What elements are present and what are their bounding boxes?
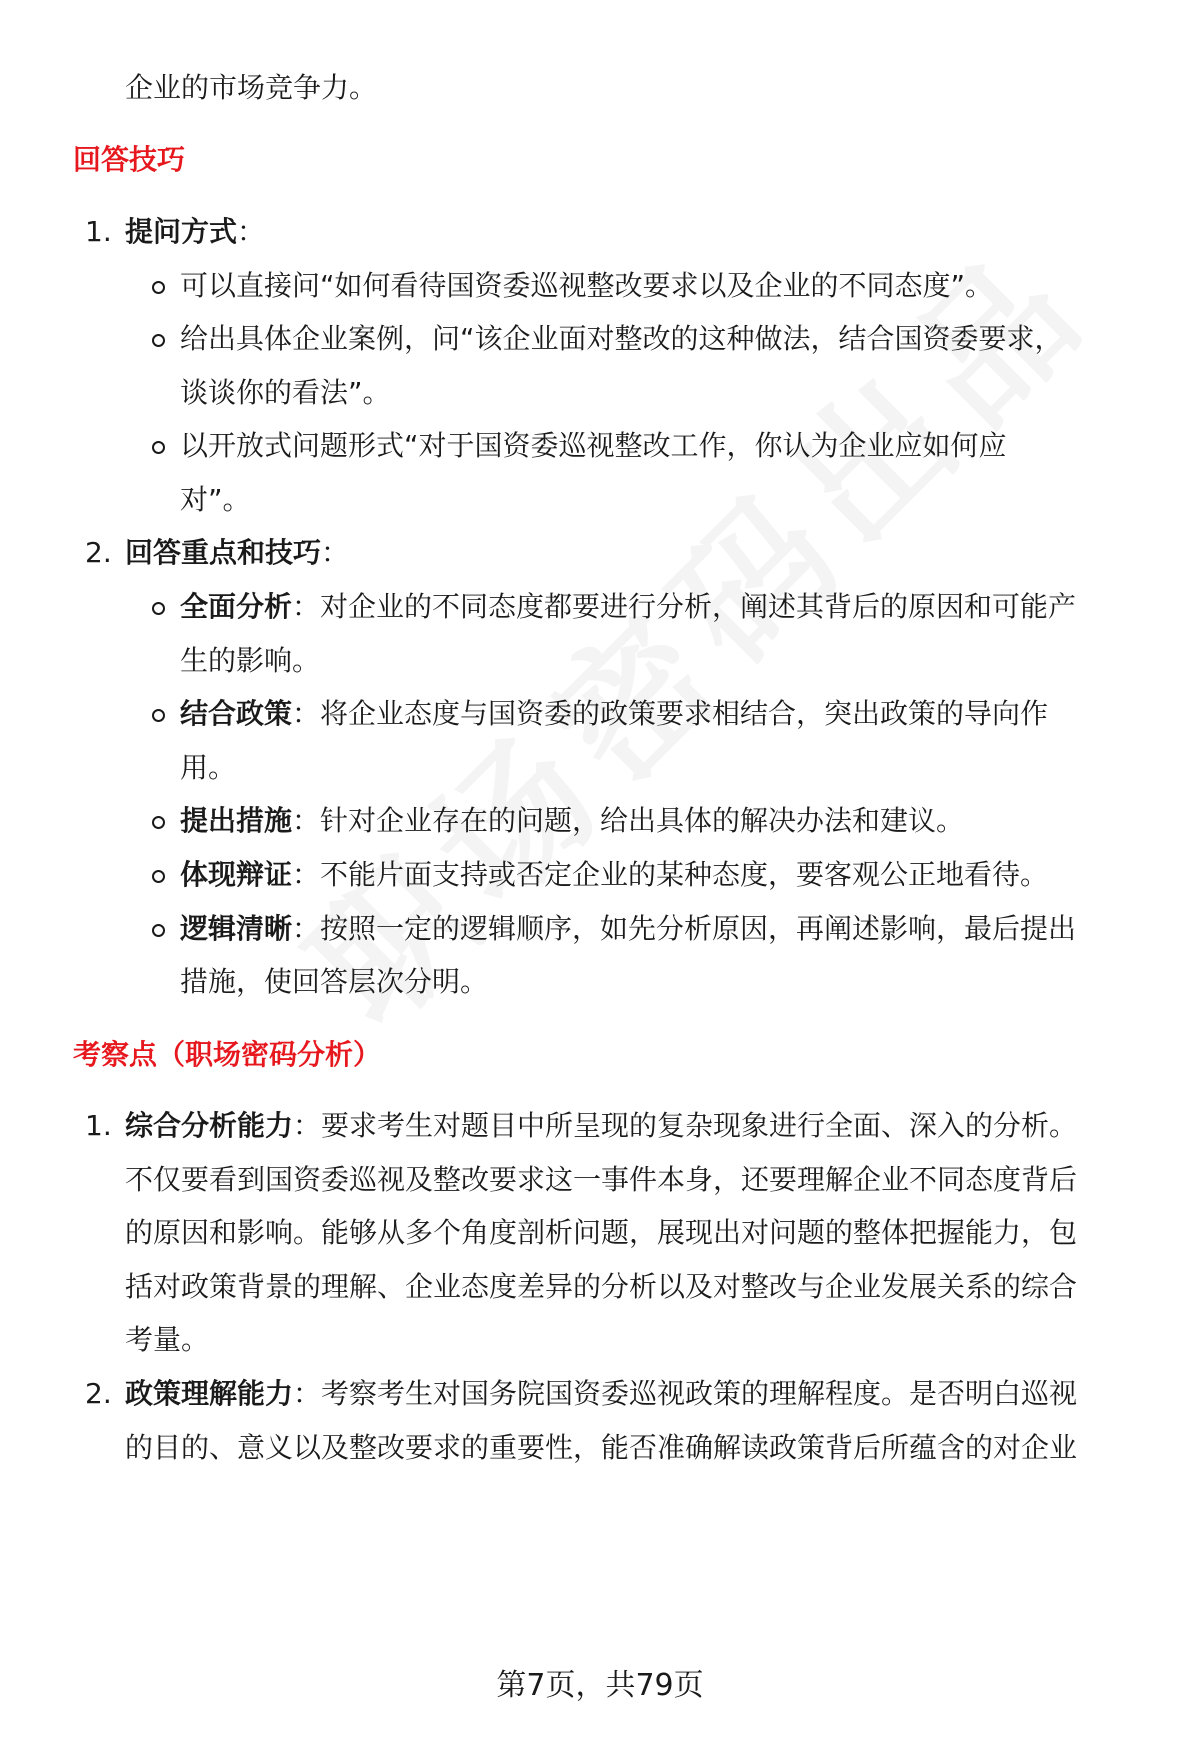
point-label: 结合政策	[180, 697, 293, 730]
item-heading: 回答重点和技巧	[125, 536, 322, 569]
continuation-text: 企业的市场竞争力。	[125, 71, 378, 104]
point-text: ：不能片面支持或否定企业的某种态度，要客观公正地看待。	[292, 858, 1049, 891]
bullet-circle-icon	[152, 924, 165, 937]
point-label: 提出措施	[180, 804, 293, 837]
bullet-circle-icon	[152, 709, 165, 722]
bullet-circle-icon	[152, 870, 165, 883]
item-text-continued: 考量。	[125, 1323, 210, 1356]
item-text: ：考察考生对国务院国资委巡视政策的理解程度。是否明白巡视	[293, 1377, 1078, 1410]
item-text: ：要求考生对题目中所呈现的复杂现象进行全面、深入的分析。	[293, 1109, 1078, 1142]
bullet-text-continued: 对”。	[180, 483, 251, 516]
point-text: ：针对企业存在的问题，给出具体的解决办法和建议。	[292, 804, 965, 837]
bullet-text	[180, 587, 1076, 627]
bullet-text: 可以直接问“如何看待国资委巡视整改要求以及企业的不同态度”。	[180, 269, 994, 302]
bullet-circle-icon	[152, 334, 165, 347]
point-label: 全面分析	[180, 590, 293, 623]
bullet-circle-icon	[152, 281, 165, 294]
item-heading: 政策理解能力	[125, 1377, 294, 1410]
bullet-text: 给出具体企业案例，问“该企业面对整改的这种做法，结合国资委要求，	[180, 322, 1063, 355]
bullet-text: 以开放式问题形式“对于国资委巡视整改工作，你认为企业应如何应	[180, 429, 1007, 462]
list-item-analysis-ability	[125, 1106, 1077, 1146]
list-item-ask-method	[125, 212, 265, 252]
list-number: 1.	[85, 215, 112, 248]
point-label: 逻辑清晰	[180, 912, 293, 945]
bullet-circle-icon	[152, 816, 165, 829]
bullet-text	[180, 855, 1048, 895]
section-title-answer-tips: 回答技巧	[73, 143, 186, 176]
item-text-continued: 括对政策背景的理解、企业态度差异的分析以及对整改与企业发展关系的综合	[125, 1270, 1078, 1303]
bullet-text	[180, 909, 1076, 949]
bullet-text-continued: 措施，使回答层次分明。	[180, 965, 489, 998]
section-title-assessment-points: 考察点（职场密码分析）	[73, 1038, 382, 1071]
item-heading: 提问方式	[125, 215, 238, 248]
list-number: 2.	[85, 1377, 112, 1410]
bullet-text-continued: 用。	[180, 751, 237, 784]
list-item-answer-focus	[125, 533, 349, 573]
point-label: 体现辩证	[180, 858, 293, 891]
item-heading: 综合分析能力	[125, 1109, 294, 1142]
item-text-continued: 的原因和影响。能够从多个角度剖析问题，展现出对问题的整体把握能力，包	[125, 1216, 1078, 1249]
bullet-circle-icon	[152, 441, 165, 454]
list-number: 1.	[85, 1109, 112, 1142]
point-text: ：对企业的不同态度都要进行分析，阐述其背后的原因和可能产	[292, 590, 1077, 623]
item-text-continued: 的目的、意义以及整改要求的重要性，能否准确解读政策背后所蕴含的对企业	[125, 1431, 1078, 1464]
bullet-text-continued: 谈谈你的看法”。	[180, 376, 391, 409]
bullet-text-continued: 生的影响。	[180, 644, 321, 677]
item-colon: ：	[237, 215, 266, 248]
bullet-text	[180, 694, 1048, 734]
item-colon: ：	[321, 536, 350, 569]
item-text-continued: 不仅要看到国资委巡视及整改要求这一事件本身，还要理解企业不同态度背后	[125, 1163, 1078, 1196]
point-text: ：将企业态度与国资委的政策要求相结合，突出政策的导向作	[292, 697, 1049, 730]
point-text: ：按照一定的逻辑顺序，如先分析原因，再阐述影响，最后提出	[292, 912, 1077, 945]
list-item-policy-understanding	[125, 1374, 1077, 1414]
list-number: 2.	[85, 536, 112, 569]
page-footer: 第7页，共79页	[496, 1668, 704, 1703]
bullet-text	[180, 801, 964, 841]
bullet-circle-icon	[152, 602, 165, 615]
